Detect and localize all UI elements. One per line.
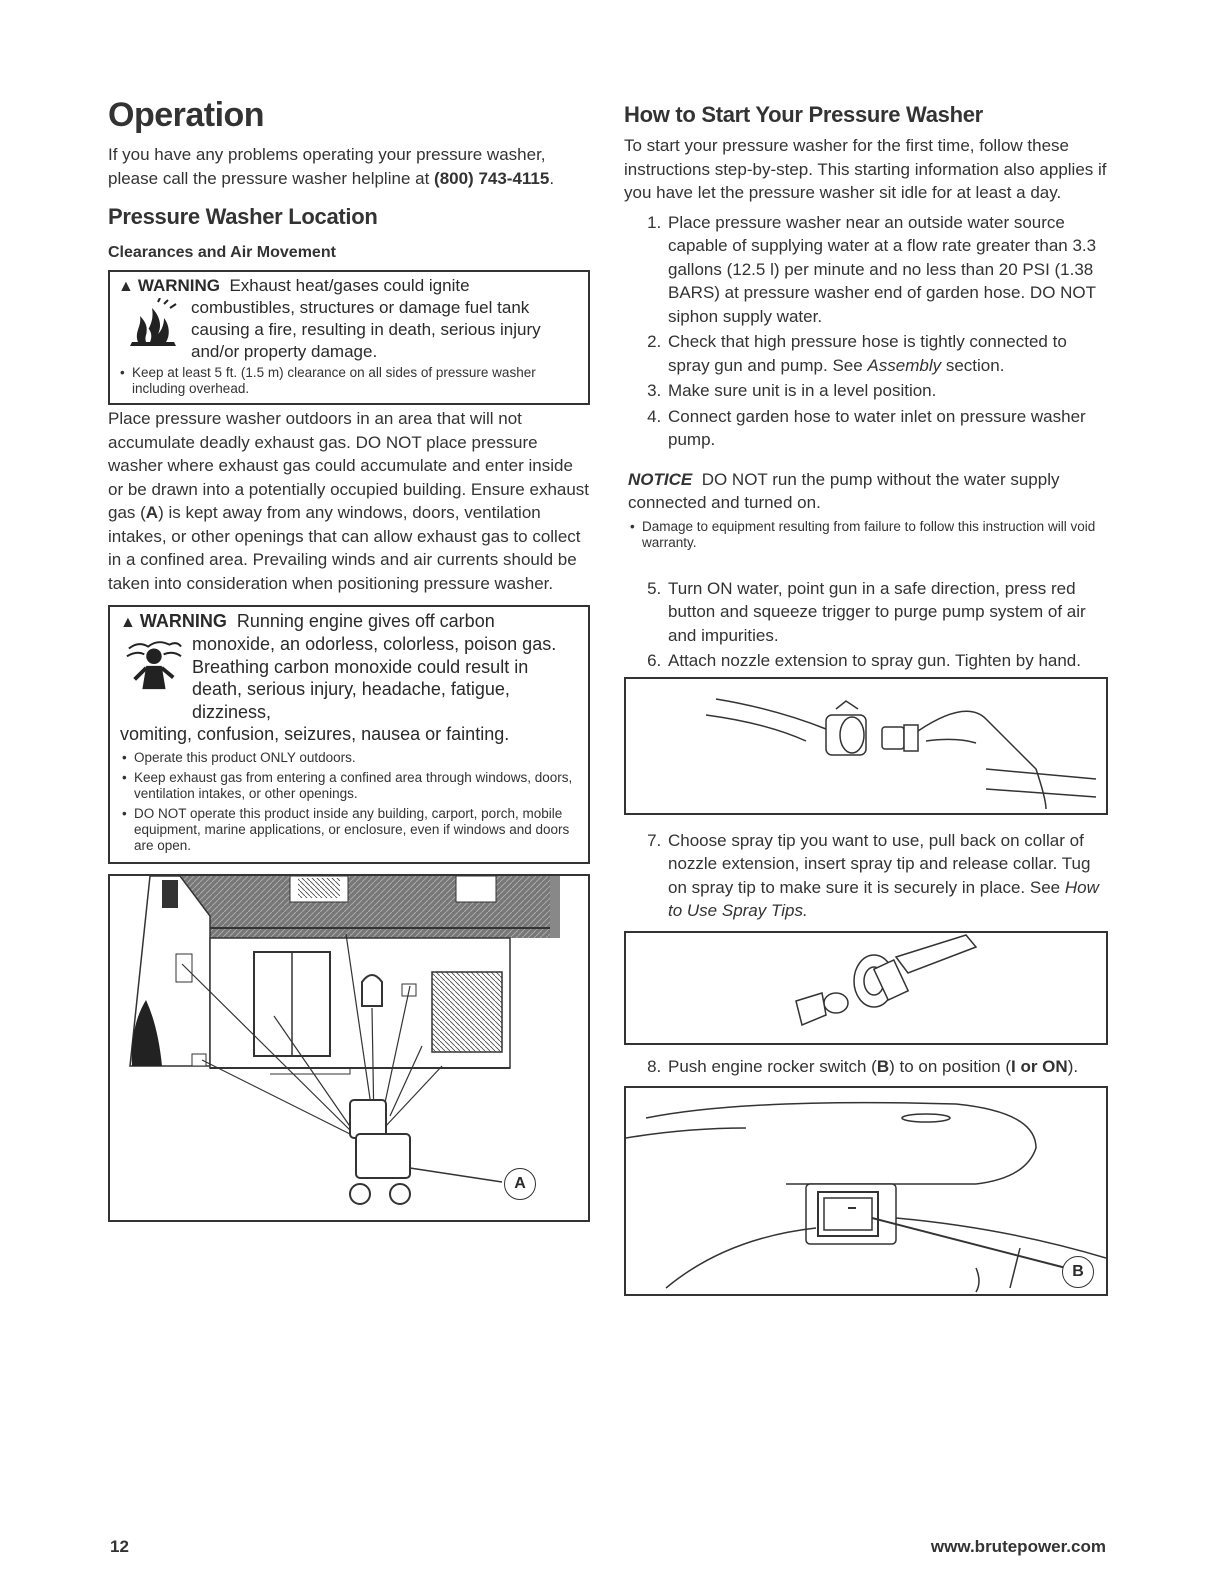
warning-body-text: combustibles, structures or damage fuel tank causing a fire, resulting in death, serious injury and/or property damage. bbox=[191, 298, 541, 361]
warning-bullet: • Keep at least 5 ft. (1.5 m) clearance on all sides of pressure washer including overhead. bbox=[118, 365, 580, 397]
notice-label: NOTICE bbox=[628, 469, 693, 489]
warning-tail-text: vomiting, confusion, seizures, nausea or fainting. bbox=[120, 724, 510, 744]
warning-bullet-1: • Operate this product ONLY outdoors. bbox=[120, 750, 580, 766]
clearance-heading: Clearances and Air Movement bbox=[108, 244, 336, 261]
warning-box-carbon-monoxide bbox=[108, 605, 590, 864]
step-1: 1. Place pressure washer near an outside water source capable of supplying water at a flow rate greater than 3.3 gallons (12.5 l) per minute and no less than 20 PSI (1.38 BARS) at pressure washer end of garden hose. DO NOT siphon supply water. bbox=[666, 211, 1108, 329]
warning-body-text: monoxide, an odorless, colorless, poison gas. Breathing carbon monoxide could result in death, serious injury, headache, fatigue, dizziness, bbox=[192, 634, 557, 722]
placement-text-2: ) is kept away from any windows, doors, ventilation intakes, or other openings that can allow exhaust gas to collect in a confined area. Prevailing winds and air currents should be taken into consideration when positioning pressure washer. bbox=[108, 503, 581, 593]
warning-head-text: Running engine gives off carbon bbox=[236, 611, 495, 631]
start-steps-list-2 bbox=[624, 577, 1108, 673]
placement-text-1: Place pressure washer outdoors in an area that will not accumulate deadly exhaust gas. DO NOT place pressure washer where exhaust gas could accumulate and enter inside or be drawn into a potentially occupied building. Ensure exhaust gas ( bbox=[108, 409, 590, 522]
intro-end: . bbox=[549, 168, 555, 188]
step-6: 6. Attach nozzle extension to spray gun. Tighten by hand. bbox=[666, 649, 1108, 673]
rocker-switch-figure bbox=[624, 1086, 1108, 1296]
step-8-text: Push engine rocker switch ( bbox=[668, 1056, 877, 1076]
page-number: 12 bbox=[110, 1537, 129, 1556]
step-2 bbox=[666, 330, 1108, 377]
placement-paragraph bbox=[108, 407, 590, 595]
step-4: 4. Connect garden hose to water inlet on pressure washer pump. bbox=[666, 405, 1108, 452]
step-8-b: B bbox=[876, 1056, 890, 1076]
nozzle-extension-figure bbox=[624, 677, 1108, 815]
placement-bold-a: A bbox=[145, 503, 159, 522]
warning-bullet-2: • Keep exhaust gas from entering a confined area through windows, doors, ventilation intakes, or other openings. bbox=[120, 770, 580, 802]
step-2-text: Check that high pressure hose is tightly connected to spray gun and pump. See bbox=[668, 332, 1067, 375]
step-8-on: I or ON bbox=[1011, 1056, 1068, 1076]
location-heading: Pressure Washer Location bbox=[108, 204, 378, 229]
nozzle-extension-illustration bbox=[626, 679, 1106, 813]
warning-header bbox=[120, 610, 580, 634]
step-8-mid: ) to on position ( bbox=[889, 1056, 1012, 1076]
helpline-phone: (800) 743-4115 bbox=[434, 168, 550, 188]
page-title: Operation bbox=[108, 96, 265, 134]
step-2-end: section. bbox=[941, 355, 1005, 375]
callout-a: A bbox=[504, 1168, 536, 1200]
step-7-text: Choose spray tip you want to use, pull back on collar of nozzle extension, insert spray tip and release collar. Tug on spray tip to make sure it is securely in place. See bbox=[668, 830, 1091, 897]
fire-icon bbox=[124, 298, 182, 350]
rocker-switch-illustration bbox=[626, 1088, 1106, 1294]
step-3: 3. Make sure unit is in a level position. bbox=[666, 379, 1108, 403]
step-5: 5. Turn ON water, point gun in a safe direction, press red button and squeeze trigger to purge pump system of air and impurities. bbox=[666, 577, 1108, 648]
notice-text: DO NOT run the pump without the water supply connected and turned on. bbox=[628, 469, 1060, 512]
spray-tip-illustration bbox=[626, 933, 1106, 1043]
assembly-link[interactable]: Assembly bbox=[867, 355, 942, 375]
intro-text: If you have any problems operating your pressure washer, please call the pressure washer helpline at bbox=[108, 145, 546, 188]
step-8-end: ). bbox=[1067, 1056, 1079, 1076]
start-steps-list-3 bbox=[624, 829, 1108, 923]
website-link[interactable]: www.brutepower.com bbox=[930, 1537, 1106, 1556]
start-heading: How to Start Your Pressure Washer bbox=[624, 102, 983, 127]
house-exhaust-figure bbox=[108, 874, 590, 1222]
right-column bbox=[624, 100, 1108, 1296]
spray-tip-figure bbox=[624, 931, 1108, 1045]
warning-box-fire bbox=[108, 270, 590, 405]
warning-label: WARNING bbox=[137, 276, 221, 295]
intro-paragraph bbox=[108, 143, 590, 190]
notice-paragraph bbox=[624, 468, 1108, 515]
step-8 bbox=[666, 1055, 1108, 1079]
start-steps-list bbox=[624, 211, 1108, 452]
warning-bullet-3: • DO NOT operate this product inside any building, carport, porch, mobile equipment, marine applications, or enclosure, even if windows and doors are open. bbox=[120, 806, 580, 854]
warning-triangle-icon: ▲ bbox=[118, 278, 134, 295]
notice-bullet: • Damage to equipment resulting from failure to follow this instruction will void warranty. bbox=[628, 519, 1108, 551]
spray-tips-link[interactable]: How to Use Spray Tips. bbox=[668, 877, 1099, 920]
warning-label: WARNING bbox=[139, 611, 227, 631]
start-steps-list-4 bbox=[624, 1055, 1108, 1079]
left-column bbox=[108, 96, 590, 1222]
start-intro: To start your pressure washer for the first time, follow these instructions step-by-step. This starting information also applies if you have let the pressure washer sit idle for at least a day. bbox=[624, 136, 1107, 202]
warning-header bbox=[118, 275, 580, 298]
step-7 bbox=[666, 829, 1108, 923]
warning-head-text: Exhaust heat/gases could ignite bbox=[229, 276, 470, 295]
carbon-monoxide-icon bbox=[124, 635, 182, 691]
warning-triangle-icon: ▲ bbox=[120, 614, 136, 631]
callout-b: B bbox=[1062, 1256, 1094, 1288]
